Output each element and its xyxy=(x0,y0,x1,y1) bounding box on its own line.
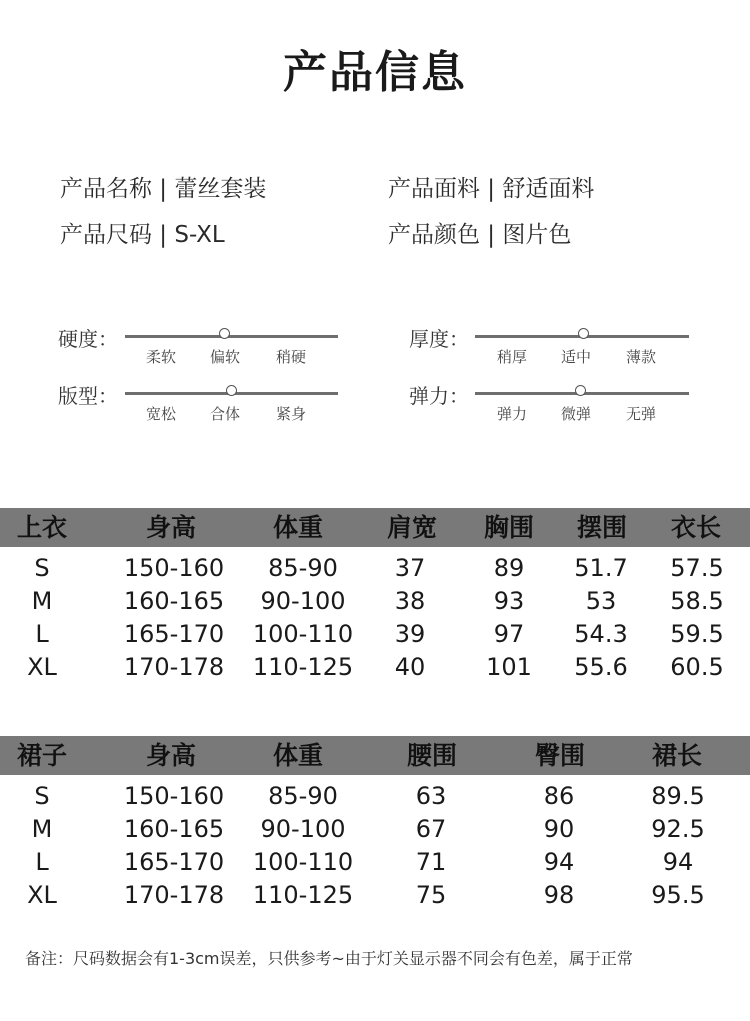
slider-option: 弹力 xyxy=(497,405,528,423)
table-cell: 53 xyxy=(585,587,617,615)
table-header-cell: 摆围 xyxy=(576,513,628,542)
table-cell: 85-90 xyxy=(268,782,338,810)
table-cell: 98 xyxy=(543,881,575,909)
slider-option: 微弹 xyxy=(561,405,592,423)
table-cell: 97 xyxy=(493,620,525,648)
table-header-cell: 上衣 xyxy=(16,513,68,542)
slider-marker xyxy=(226,385,237,396)
table-cell: XL xyxy=(27,881,57,909)
table-cell: 38 xyxy=(394,587,426,615)
table-header-cell: 衣长 xyxy=(670,513,722,542)
product-color: 产品颜色 | 图片色 xyxy=(388,222,572,248)
slider-marker xyxy=(575,385,586,396)
table-cell: 165-170 xyxy=(123,620,225,648)
table-cell: 90-100 xyxy=(260,815,346,843)
table-cell: 94 xyxy=(662,848,694,876)
table-header-cell: 臀围 xyxy=(534,741,586,770)
table-cell: 71 xyxy=(415,848,447,876)
table-cell: 89.5 xyxy=(651,782,705,810)
table-header-cell: 肩宽 xyxy=(386,513,438,542)
slider-option: 柔软 xyxy=(146,348,177,366)
table-cell: 60.5 xyxy=(670,653,724,681)
slider-option: 无弹 xyxy=(626,405,657,423)
slider-track xyxy=(125,335,338,338)
table-cell: 75 xyxy=(415,881,447,909)
slider-label: 版型： xyxy=(58,384,118,408)
table-cell: 90 xyxy=(543,815,575,843)
table-cell: 89 xyxy=(493,554,525,582)
slider-option: 薄款 xyxy=(626,348,657,366)
product-fabric: 产品面料 | 舒适面料 xyxy=(388,176,595,202)
table-cell: 101 xyxy=(486,653,532,681)
slider-option: 紧身 xyxy=(276,405,307,423)
slider-option: 稍硬 xyxy=(276,348,307,366)
table-header-cell: 腰围 xyxy=(406,741,458,770)
table-header-cell: 体重 xyxy=(272,513,324,542)
table-cell: L xyxy=(35,620,49,648)
table-header-bar xyxy=(0,508,750,547)
table-cell: 63 xyxy=(415,782,447,810)
table-cell: 94 xyxy=(543,848,575,876)
table-cell: M xyxy=(31,815,53,843)
table-cell: 165-170 xyxy=(123,848,225,876)
table-header-cell: 裙子 xyxy=(16,741,68,770)
slider-label: 硬度： xyxy=(58,327,118,351)
slider-label: 厚度： xyxy=(409,327,469,351)
table-header-cell: 身高 xyxy=(145,513,197,542)
table-cell: 170-178 xyxy=(123,881,225,909)
table-cell: 55.6 xyxy=(574,653,628,681)
table-cell: 110-125 xyxy=(252,881,354,909)
table-cell: 40 xyxy=(394,653,426,681)
table-cell: 85-90 xyxy=(268,554,338,582)
table-cell: 59.5 xyxy=(670,620,724,648)
table-cell: 150-160 xyxy=(123,554,225,582)
table-cell: 160-165 xyxy=(123,815,225,843)
slider-option: 宽松 xyxy=(146,405,177,423)
table-cell: 100-110 xyxy=(252,620,354,648)
slider-option: 偏软 xyxy=(210,348,241,366)
table-cell: L xyxy=(35,848,49,876)
page-title: 产品信息 xyxy=(283,47,467,98)
table-cell: 160-165 xyxy=(123,587,225,615)
slider-option: 合体 xyxy=(210,405,241,423)
slider-option: 稍厚 xyxy=(497,348,528,366)
table-cell: 39 xyxy=(394,620,426,648)
table-cell: 90-100 xyxy=(260,587,346,615)
slider-label: 弹力： xyxy=(409,384,469,408)
table-cell: 110-125 xyxy=(252,653,354,681)
product-size: 产品尺码 | S-XL xyxy=(60,222,225,248)
table-cell: 58.5 xyxy=(670,587,724,615)
table-cell: 100-110 xyxy=(252,848,354,876)
table-header-cell: 体重 xyxy=(272,741,324,770)
table-header-cell: 裙长 xyxy=(651,741,703,770)
table-cell: 51.7 xyxy=(574,554,628,582)
table-cell: M xyxy=(31,587,53,615)
product-name: 产品名称 | 蕾丝套装 xyxy=(60,176,267,202)
footnote: 备注：尺码数据会有1-3cm误差，只供参考~由于灯关显示器不同会有色差，属于正常 xyxy=(25,949,633,968)
table-header-cell: 身高 xyxy=(145,741,197,770)
table-cell: 93 xyxy=(493,587,525,615)
table-cell: 67 xyxy=(415,815,447,843)
slider-marker xyxy=(219,328,230,339)
table-cell: 92.5 xyxy=(651,815,705,843)
table-cell: 54.3 xyxy=(574,620,628,648)
table-cell: XL xyxy=(27,653,57,681)
table-cell: 86 xyxy=(543,782,575,810)
table-cell: S xyxy=(34,554,50,582)
table-header-cell: 胸围 xyxy=(483,513,535,542)
table-cell: 170-178 xyxy=(123,653,225,681)
slider-option: 适中 xyxy=(561,348,592,366)
table-header-bar xyxy=(0,736,750,775)
table-cell: 37 xyxy=(394,554,426,582)
table-cell: 95.5 xyxy=(651,881,705,909)
slider-marker xyxy=(578,328,589,339)
table-cell: 57.5 xyxy=(670,554,724,582)
table-cell: 150-160 xyxy=(123,782,225,810)
table-cell: S xyxy=(34,782,50,810)
